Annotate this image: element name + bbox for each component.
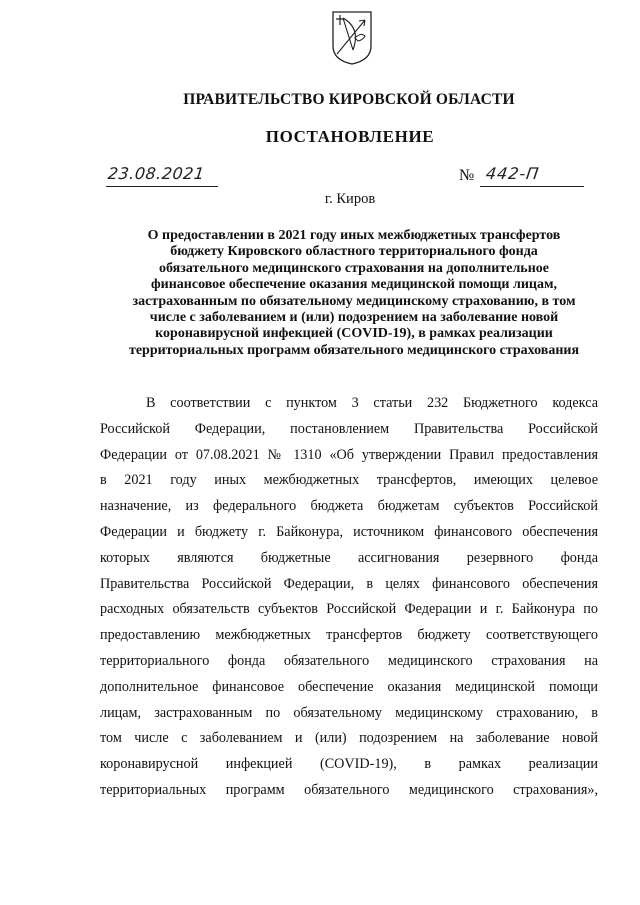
body-line: дополнительное финансовое обеспечение оказания медицинской помощи [100, 678, 598, 695]
subject-line: обязательного медицинского страхования на дополнительное [158, 260, 549, 276]
body-line: лицам, застрахованным по обязательному медицинскому страхованию, в [100, 704, 598, 721]
subject-line: территориальных программ обязательного медицинского страхования [128, 342, 580, 358]
subject-line: финансовое обеспечение оказания медицинской помощи лицам, [150, 277, 558, 293]
body-line: территориального фонда обязательного медицинского страхования на [100, 652, 598, 669]
city: г. Киров [324, 191, 376, 207]
coat-of-arms-emblem [331, 10, 373, 66]
body-line: расходных обязательств субъектов Российской Федерации и г. Байконура по [100, 601, 598, 618]
document-type-title: ПОСТАНОВЛЕНИЕ [265, 127, 435, 146]
number-value: 442-П [484, 164, 541, 183]
body-line: том числе с заболеванием и (или) подозрением на заболевание новой [100, 730, 598, 747]
body-line: Федерации от 07.08.2021 № 1310 «Об утверждении Правил предоставления [100, 446, 598, 463]
hand-icon [355, 34, 365, 41]
subject-line: числе с заболеванием и (или) подозрением на заболевание новой [149, 310, 559, 326]
body-line: территориальных программ обязательного медицинского страхования», [100, 781, 598, 798]
body-line: В соответствии с пунктом 3 статьи 232 Бюджетного кодекса [146, 395, 598, 411]
government-title: ПРАВИТЕЛЬСТВО КИРОВСКОЙ ОБЛАСТИ [183, 91, 515, 108]
body-line: Российской Федерации, постановлением Правительства Российской [100, 420, 598, 437]
body-line: которых являются бюджетные ассигнования резервного фонда [100, 549, 598, 566]
cross-icon [336, 15, 344, 25]
subject-heading [112, 228, 596, 359]
body-line: в 2021 году иных межбюджетных трансфертов, имеющих целевое [100, 472, 598, 489]
body-line: коронавирусной инфекцией (COVID-19), в рамках реализации [100, 756, 598, 773]
body-line: назначение, из федерального бюджета бюджетам субъектов Российской [100, 498, 598, 515]
body-line: предоставлению межбюджетных трансфертов бюджету соответствующего [100, 627, 598, 644]
subject-line: бюджету Кировского областного территориального фонда [170, 244, 538, 260]
body-line: Правительства Российской Федерации, в целях финансового обеспечения [100, 575, 598, 592]
date-field [106, 166, 218, 187]
date-value: 23.08.2021 [107, 164, 206, 183]
subject-line: коронавирусной инфекцией (COVID-19), в рамках реализации [155, 326, 553, 342]
number-field [480, 166, 584, 187]
shield-outline [333, 12, 371, 64]
body-paragraph [100, 391, 598, 804]
body-line: Федерации и бюджету г. Байконура, источником финансового обеспечения [100, 523, 598, 540]
number-label: № [459, 167, 475, 184]
subject-line: застрахованным по обязательному медицинскому страхованию, в том [132, 293, 576, 309]
subject-line: О предоставлении в 2021 году иных межбюджетных трансфертов [147, 228, 561, 243]
